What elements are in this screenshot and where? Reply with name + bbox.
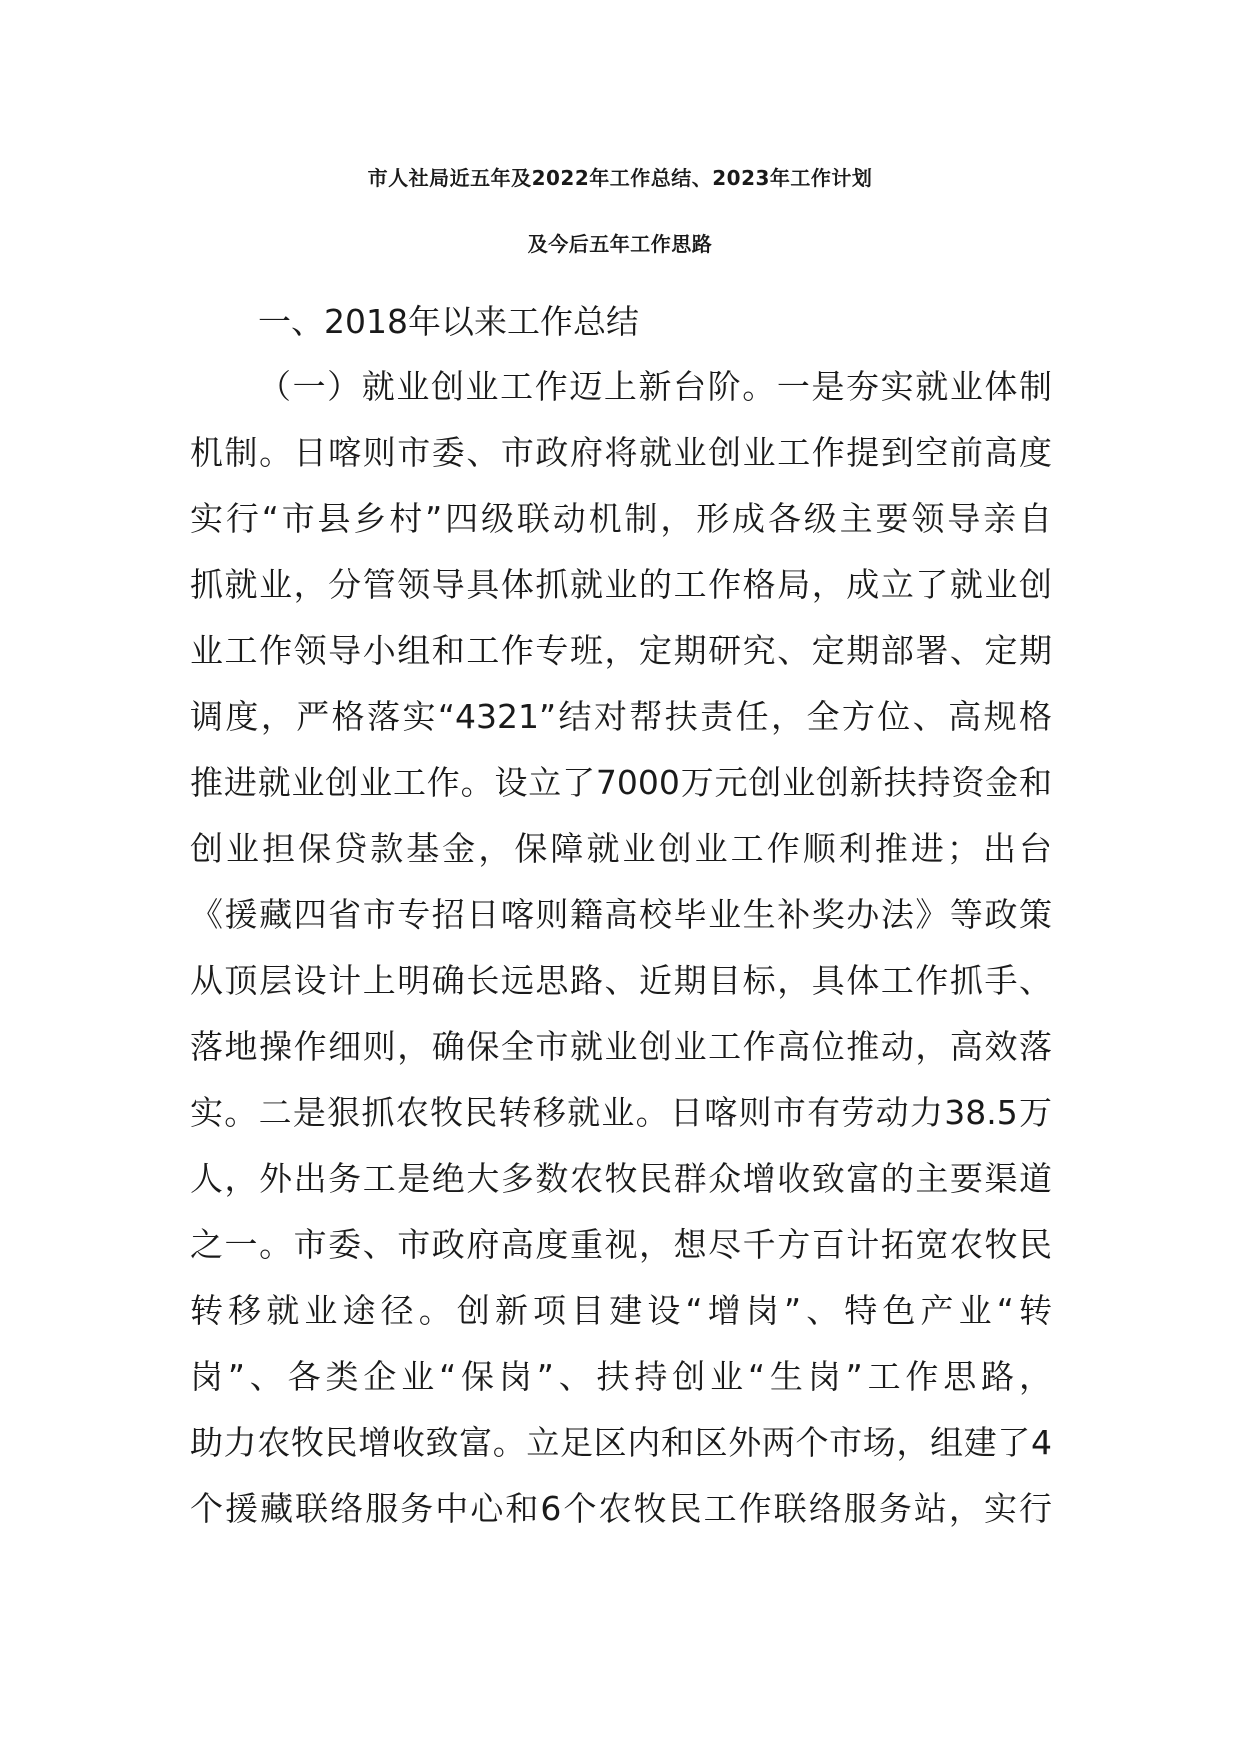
section-heading: 一、2018年以来工作总结: [258, 302, 639, 341]
body-text-line: 业工作领导小组和工作专班，定期研究、定期部署、定期: [190, 631, 1052, 670]
body-text-line: 人，外出务工是绝大多数农牧民群众增收致富的主要渠道: [190, 1159, 1052, 1198]
body-text-line: 落地操作细则，确保全市就业创业工作高位推动，高效落: [190, 1027, 1052, 1066]
document-title-line-2: 及今后五年工作思路: [527, 232, 713, 256]
body-text-line: 创业担保贷款基金，保障就业创业工作顺利推进；出台: [190, 829, 1052, 868]
body-text-line: 机制。日喀则市委、市政府将就业创业工作提到空前高度: [190, 433, 1052, 472]
body-text-line: 调度，严格落实“4321”结对帮扶责任，全方位、高规格: [190, 697, 1052, 736]
body-text-line: 实。二是狠抓农牧民转移就业。日喀则市有劳动力38.5万: [190, 1093, 1052, 1132]
body-text-line: 推进就业创业工作。设立了7000万元创业创新扶持资金和: [190, 763, 1052, 802]
body-text-line: 个援藏联络服务中心和6个农牧民工作联络服务站，实行: [190, 1489, 1052, 1528]
body-text-line: 岗”、各类企业“保岗”、扶持创业“生岗”工作思路，: [190, 1357, 1052, 1396]
body-text-line: 抓就业，分管领导具体抓就业的工作格局，成立了就业创: [190, 565, 1052, 604]
document-title-line-1: 市人社局近五年及2022年工作总结、2023年工作计划: [367, 166, 873, 190]
body-text-line: 助力农牧民增收致富。立足区内和区外两个市场，组建了4: [190, 1423, 1052, 1462]
body-text-line: 实行“市县乡村”四级联动机制，形成各级主要领导亲自: [190, 499, 1052, 538]
body-text-line: 之一。市委、市政府高度重视，想尽千方百计拓宽农牧民: [190, 1225, 1052, 1264]
body-text-line: 从顶层设计上明确长远思路、近期目标，具体工作抓手、: [190, 961, 1052, 1000]
body-text-line: （一）就业创业工作迈上新台阶。一是夯实就业体制: [258, 367, 1052, 406]
body-text-line: 转移就业途径。创新项目建设“增岗”、特色产业“转: [190, 1291, 1052, 1330]
body-text-line: 《援藏四省市专招日喀则籍高校毕业生补奖办法》等政策: [190, 895, 1052, 934]
